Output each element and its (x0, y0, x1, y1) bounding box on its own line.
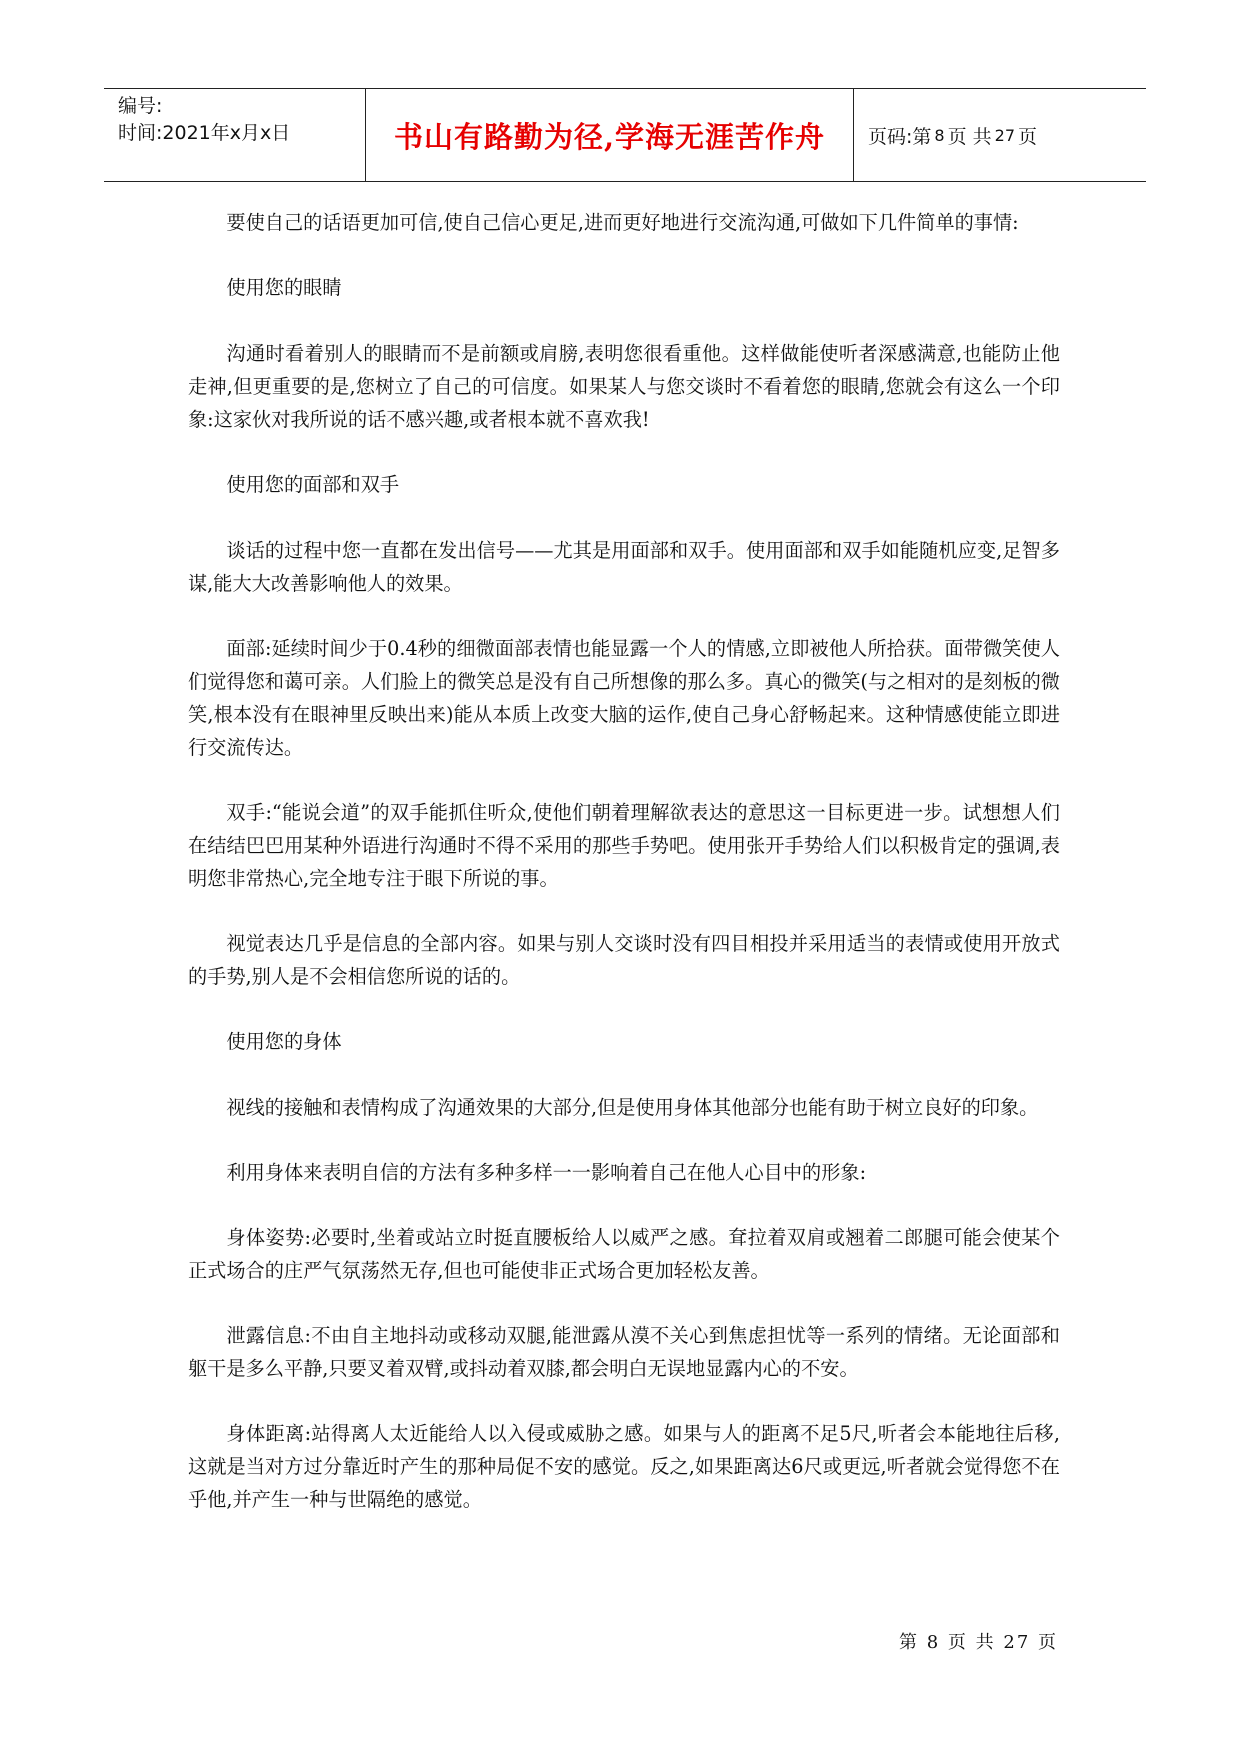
body-paragraph: 视觉表达几乎是信息的全部内容。如果与别人交谈时没有四目相投并采用适当的表情或使用开放式的手势,别人是不会相信您所说的话的。 (188, 932, 1060, 988)
page-total-number: 27 (994, 125, 1015, 145)
body-paragraph: 沟通时看着别人的眼睛而不是前额或肩膀,表明您很看重他。这样做能使听者深感满意,也能防止他走神,但更重要的是,您树立了自己的可信度。如果某人与您交谈时不看着您的眼睛,您就会有这么一个印象:这家伙对我所说的话不感兴趣,或者根本就不喜欢我! (188, 342, 1060, 431)
body-paragraph: 要使自己的话语更加可信,使自己信心更足,进而更好地进行交流沟通,可做如下几件简单的事情: (226, 211, 1019, 234)
body-paragraph: 面部:延续时间少于0.4秒的细微面部表情也能显露一个人的情感,立即被他人所拾获。面带微笑使人们觉得您和蔼可亲。人们脸上的微笑总是没有自己所想像的那么多。真心的微笑(与之相对的是刻板的微笑,根本没有在眼神里反映出来)能从本质上改变大脑的运作,使自己身心舒畅起来。这种情感使能立即进行交流传达。 (188, 637, 1060, 759)
body-paragraph: 身体距离:站得离人太近能给人以入侵或威胁之感。如果与人的距离不足5尺,听者会本能地往后移,这就是当对方过分靠近时产生的那种局促不安的感觉。反之,如果距离达6尺或更远,听者就会觉得您不在乎他,并产生一种与世隔绝的感觉。 (188, 1422, 1060, 1511)
document-header (104, 88, 1146, 182)
body-paragraph: 双手:“能说会道”的双手能抓住听众,使他们朝着理解欲表达的意思这一目标更进一步。试想想人们在结结巴巴用某种外语进行沟通时不得不采用的那些手势吧。使用张开手势给人们以积极肯定的强调,表明您非常热心,完全地专注于眼下所说的事。 (188, 801, 1060, 890)
header-motto: 书山有路勤为径,学海无涯苦作舟 (366, 89, 854, 181)
body-paragraph: 泄露信息:不由自主地抖动或移动双腿,能泄露从漠不关心到焦虑担忧等一系列的情绪。无论面部和躯干是多么平静,只要叉着双臂,或抖动着双膝,都会明白无误地显露内心的不安。 (188, 1324, 1060, 1380)
header-meta (104, 89, 366, 181)
section-heading: 使用您的眼睛 (226, 276, 342, 299)
section-heading: 使用您的身体 (226, 1030, 342, 1053)
body-paragraph: 谈话的过程中您一直都在发出信号——尤其是用面部和双手。使用面部和双手如能随机应变,足智多谋,能大大改善影响他人的效果。 (188, 539, 1060, 595)
page-current-number: 8 (934, 125, 945, 145)
page-label-mid: 页 共 (947, 125, 992, 148)
page-label-suffix: 页 (1018, 125, 1038, 148)
document-time-label: 时间:2021年x月x日 (118, 122, 291, 144)
body-paragraph: 利用身体来表明自信的方法有多种多样一一影响着自己在他人心目中的形象: (226, 1161, 867, 1184)
document-number-label: 编号: (118, 95, 163, 117)
page-label-prefix: 页码:第 (868, 125, 932, 148)
document-body (188, 206, 1060, 1548)
body-paragraph: 视线的接触和表情构成了沟通效果的大部分,但是使用身体其他部分也能有助于树立良好的印象。 (226, 1096, 1039, 1119)
section-heading: 使用您的面部和双手 (226, 473, 400, 496)
body-paragraph: 身体姿势:必要时,坐着或站立时挺直腰板给人以威严之感。耷拉着双肩或翘着二郎腿可能会使某个正式场合的庄严气氛荡然无存,但也可能使非正式场合更加轻松友善。 (188, 1226, 1060, 1282)
header-page-info (854, 89, 1146, 181)
page-footer: 第 8 页 共 27 页 (899, 1632, 1058, 1653)
